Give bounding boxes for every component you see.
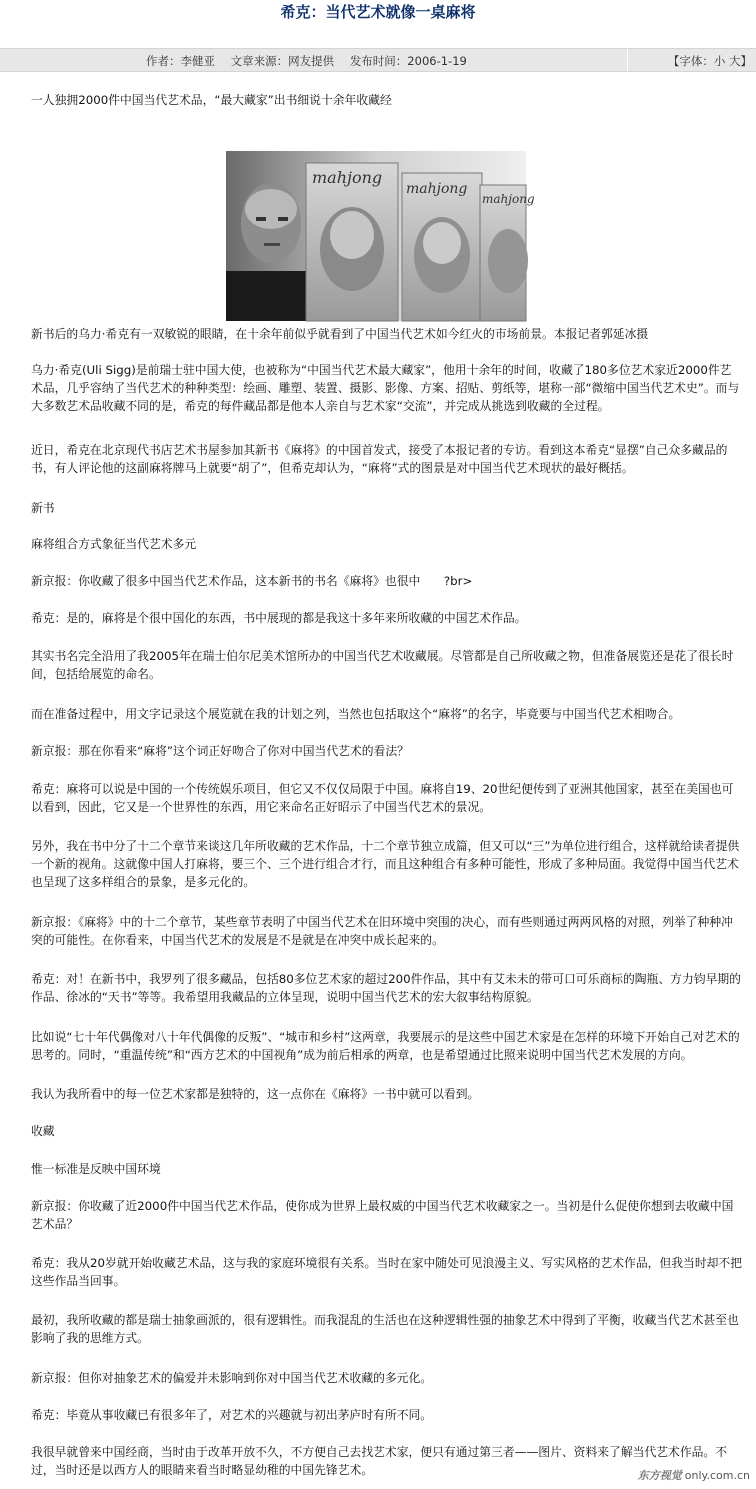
article-paragraph: 而在准备过程中，用文字记录这个展览就在我的计划之列，当然也包括取这个“麻将”的名字，毕竟要与中国当代艺术相吻合。 — [31, 707, 681, 721]
book-cover-3 — [480, 185, 535, 321]
article-paragraph: 希克：我从20岁就开始收藏艺术品，这与我的家庭环境很有关系。当时在家中随处可见浪漫主义、写实风格的艺术作品，但我当时却不把这些作品当回事。 — [31, 1256, 743, 1288]
article-meta — [146, 53, 479, 69]
article-paragraph: 比如说“七十年代偶像对八十年代偶像的反叛”、“城市和乡村”这两章，我要展示的是这些中国艺术家是在怎样的环境下开始自己对艺术的思考的。同时，“重温传统”和“西方艺术的中国视角”成为前后相承的两章，也是希望通过比照来说明中国当代艺术发展的方向。 — [31, 1030, 740, 1062]
article-paragraph: 希克：对！在新书中，我罗列了很多藏品，包括80多位艺术家的超过200件作品，其中有艾未未的带可口可乐商标的陶瓶、方力钧早期的作品、徐冰的“天书”等等。我希望用我藏品的立体呈现，说明中国当代艺术的宏大叙事结构原貌。 — [31, 972, 741, 1004]
article-photo — [226, 151, 535, 321]
font-control-open: 【字体： — [667, 54, 714, 68]
article-paragraph: 新京报：你收藏了近2000件中国当代艺术作品，使你成为世界上最权威的中国当代艺术收藏家之一。当初是什么促使你想到去收藏中国艺术品？ — [31, 1199, 734, 1231]
source: 文章来源：网友提供 — [230, 54, 335, 68]
article-paragraph: 新京报：那在你看来“麻将”这个词正好吻合了你对中国当代艺术的看法？ — [31, 744, 409, 758]
photo-caption: 新书后的乌力·希克有一双敏锐的眼睛，在十余年前似乎就看到了中国当代艺术如今红火的市场前景。本报记者郭延冰摄 — [31, 327, 649, 341]
article-paragraph: 其实书名完全沿用了我2005年在瑞士伯尔尼美术馆所办的中国当代艺术收藏展。尽管都是自己所收藏之物，但准备展览还是花了很长时间，包括给展览的命名。 — [31, 649, 734, 681]
font-control-close: 】 — [740, 54, 752, 68]
book-cover-title: mahjong — [406, 181, 468, 197]
article-paragraph: 另外，我在书中分了十二个章节来谈这几年所收藏的艺术作品，十二个章节独立成篇，但又可以“三”为单位进行组合，这样就给读者提供一个新的视角。这就像中国人打麻将，要三个、三个进行组合才行，而且这种组合有多种可能性，形成了多种局面。我觉得中国当代艺术也呈现了这多样组合的景象，是多元化的。 — [31, 839, 740, 889]
article-paragraph: 希克：是的，麻将是个很中国化的东西，书中展现的都是我这十多年来所收藏的中国艺术作品。 — [31, 611, 527, 625]
article-paragraph: 乌力·希克(Uli Sigg)是前瑞士驻中国大使，也被称为“中国当代艺术最大藏家”，他用十余年的时间，收藏了180多位艺术家近2000件艺术品，几乎容纳了当代艺术的种种类型：绘画、雕塑、装置、摄影、影像、方案、招贴、剪纸等，堪称一部“微缩中国当代艺术史”。而与大多数艺术品收藏不同的是，希克的每件藏品都是他本人亲自与艺术家“交流”，并完成从挑选到收藏的全过程。 — [31, 363, 740, 413]
article-meta-bar — [0, 48, 756, 72]
photo-illustration — [226, 151, 535, 321]
article-paragraph: 新京报：但你对抽象艺术的偏爱并未影响到你对中国当代艺术收藏的多元化。 — [31, 1371, 433, 1385]
font-small-link[interactable]: 小 — [713, 54, 726, 68]
section-subheading: 麻将组合方式象征当代艺术多元 — [31, 537, 197, 551]
font-large-link[interactable]: 大 — [729, 54, 741, 68]
book-cover-title: mahjong — [482, 192, 535, 206]
watermark-domain: only.com.cn — [684, 1469, 750, 1482]
section-heading: 收藏 — [31, 1124, 55, 1138]
watermark — [638, 1467, 750, 1483]
book-cover-2 — [402, 173, 482, 321]
article-paragraph: 我认为我所看中的每一位艺术家都是独特的，这一点你在《麻将》一书中就可以看到。 — [31, 1087, 480, 1101]
book-cover-1 — [306, 163, 398, 321]
publish-date: 发布时间：2006-1-19 — [349, 54, 467, 68]
meta-divider — [627, 49, 628, 71]
book-cover-title: mahjong — [312, 168, 383, 187]
author: 作者：李健亚 — [146, 54, 215, 68]
article-lead: 一人独拥2000件中国当代艺术品，“最大藏家”出书细说十余年收藏经 — [31, 93, 392, 107]
article-paragraph: 希克：麻将可以说是中国的一个传统娱乐项目，但它又不仅仅局限于中国。麻将自19、20世纪便传到了亚洲其他国家，甚至在美国也可以看到，因此，它又是一个世界性的东西，用它来命名正好昭示了中国当代艺术的景况。 — [31, 782, 734, 814]
watermark-brand: 东方视觉 — [637, 1469, 682, 1482]
article-paragraph: 近日，希克在北京现代书店艺术书屋参加其新书《麻将》的中国首发式，接受了本报记者的专访。看到这本希克“显摆”自己众多藏品的书，有人评论他的这副麻将牌马上就要“胡了”，但希克却认为，“麻将”式的图景是对中国当代艺术现状的最好概括。 — [31, 443, 728, 475]
article-paragraph: 新京报：《麻将》中的十二个章节，某些章节表明了中国当代艺术在旧环境中突围的决心，而有些则通过两两风格的对照，列举了种种冲突的可能性。在你看来，中国当代艺术的发展是不是就是在冲突中成长起来的。 — [31, 915, 733, 947]
font-size-control — [668, 53, 752, 69]
article-paragraph: 新京报：你收藏了很多中国当代艺术作品，这本新书的书名《麻将》也很中 ?br> — [31, 574, 473, 588]
article-paragraph: 最初，我所收藏的都是瑞士抽象画派的，很有逻辑性。而我混乱的生活也在这种逻辑性强的抽象艺术中得到了平衡，收藏当代艺术甚至也影响了我的思维方式。 — [31, 1313, 739, 1345]
article-paragraph: 我很早就曾来中国经商，当时由于改革开放不久，不方便自己去找艺术家，便只有通过第三者——图片、资料来了解当代艺术作品。不过，当时还是以西方人的眼睛来看当时略显幼稚的中国先锋艺术。 — [31, 1445, 728, 1477]
page-title: 希克：当代艺术就像一桌麻将 — [280, 3, 476, 21]
article-paragraph: 希克：毕竟从事收藏已有很多年了，对艺术的兴趣就与初出茅庐时有所不同。 — [31, 1408, 433, 1422]
section-subheading: 惟一标准是反映中国环境 — [31, 1162, 161, 1176]
section-heading: 新书 — [31, 501, 55, 515]
